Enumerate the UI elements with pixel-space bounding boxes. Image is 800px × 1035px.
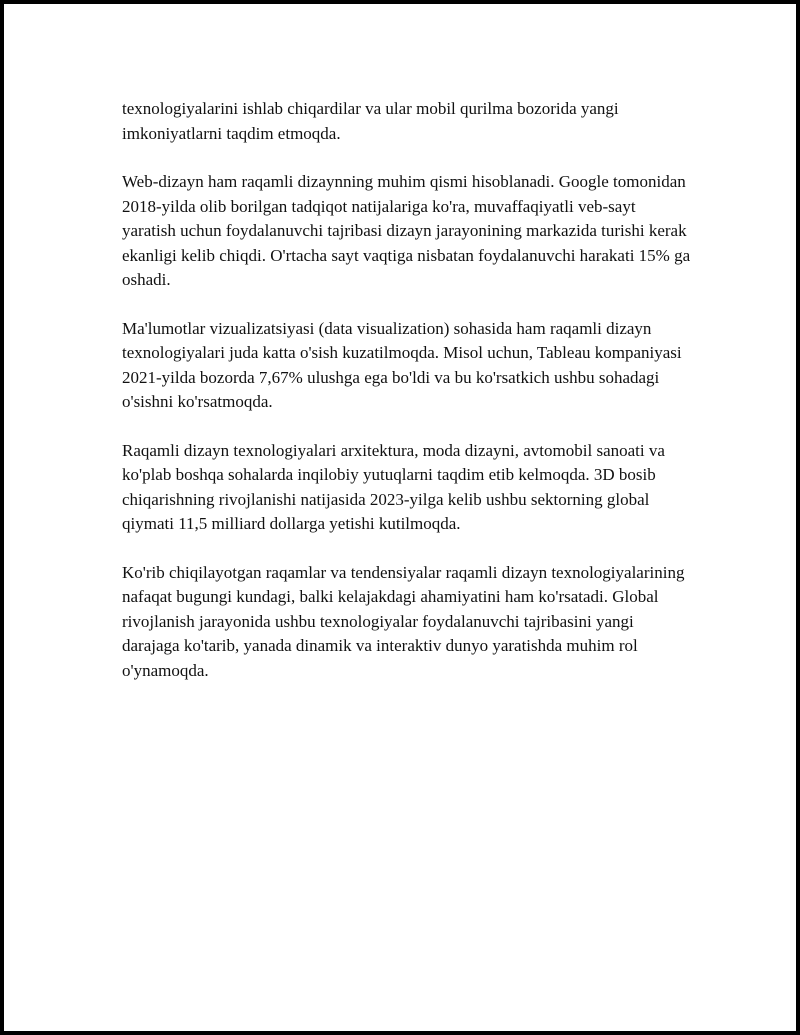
paragraph-2: Web-dizayn ham raqamli dizaynning muhim qismi hisoblanadi. Google tomonidan 2018-yilda olib borilgan tadqiqot natijalariga ko'ra, muvaffaqiyatli veb-sayt yaratish uchun foydalanuvchi tajribasi dizayn jarayonining markazida turishi kerak ekanligi kelib chiqdi. O'rtacha sayt vaqtiga nisbatan foydalanuvchi harakati 15% ga oshadi. [122,172,691,289]
paragraph-1: texnologiyalarini ishlab chiqardilar va ular mobil qurilma bozorida yangi imkoniyatlarni taqdim etmoqda. [122,99,619,143]
paragraph-5: Ko'rib chiqilayotgan raqamlar va tendensiyalar raqamli dizayn texnologiyalarining nafaqat bugungi kundagi, balki kelajakdagi ahamiyatini ham ko'rsatadi. Global rivojlanish jarayonida ushbu texnologiyalar foydalanuvchi tajribasini yangi darajaga ko'tarib, yanada dinamik va interaktiv dunyo yaratishda muhim rol o'ynamoqda. [122,562,685,680]
paragraph-3: Ma'lumotlar vizualizatsiyasi (data visualization) sohasida ham raqamli dizayn texnologiyalari juda katta o'sish kuzatilmoqda. Misol uchun, Tableau kompaniyasi 2021-yilda bozorda 7,67% ulushga ega bo'ldi va bu ko'rsatkich ushbu sohadagi o'sishni ko'rsatmoqda. [122,318,682,411]
document-body [122,97,692,707]
paragraph-4: Raqamli dizayn texnologiyalari arxitektura, moda dizayni, avtomobil sanoati va ko'plab boshqa sohalarda inqilobiy yutuqlarni taqdim etib kelmoqda. 3D bosib chiqarishning rivojlanishi natijasida 2023-yilga kelib ushbu sektorning global qiymati 11,5 milliard dollarga yetishi kutilmoqda. [122,440,665,533]
